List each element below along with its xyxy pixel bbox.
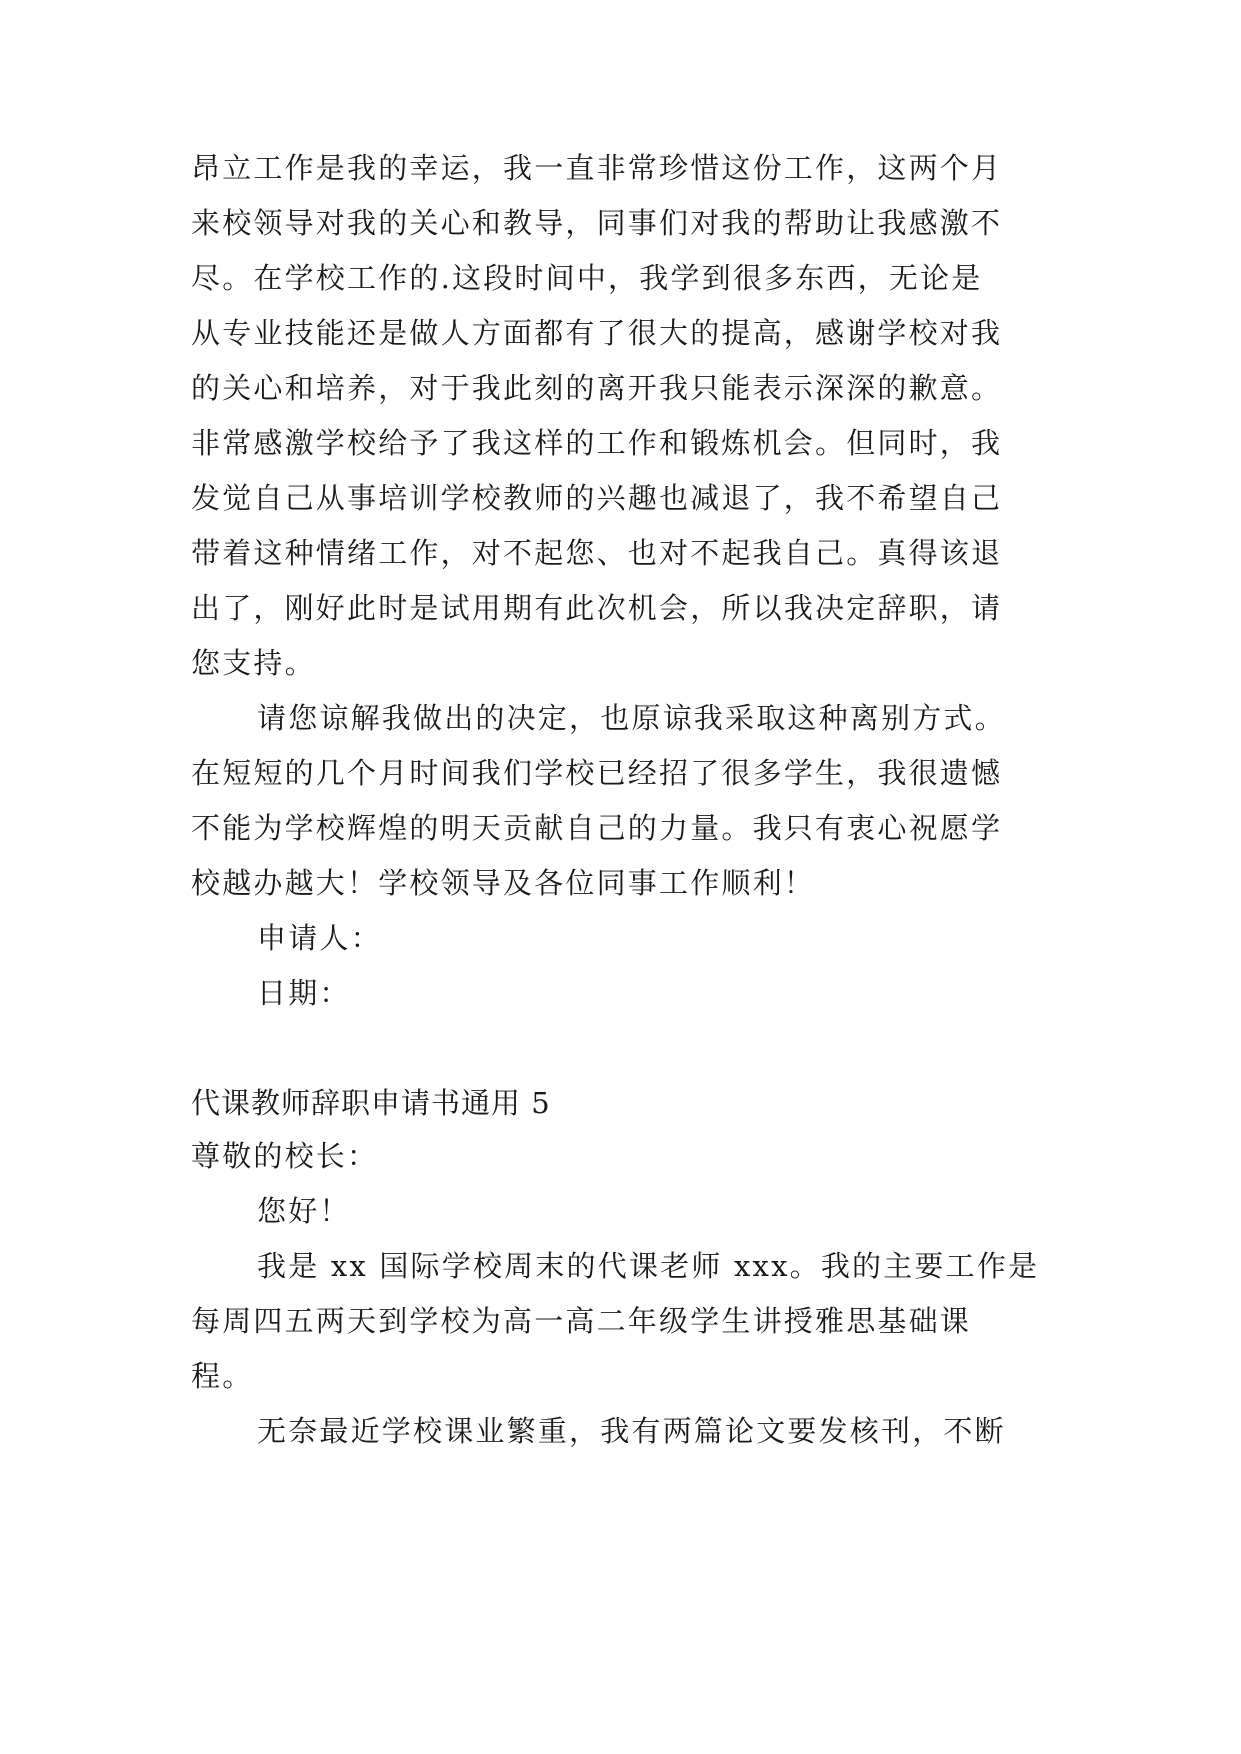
applicant-label: 申请人： [257,921,382,955]
paragraph-line: 我是 xx 国际学校周末的代课老师 xxx。我的主要工作是 [257,1249,1040,1283]
paragraph-line: 校越办越大！学校领导及各位同事工作顺利！ [191,866,816,900]
paragraph-line: 程。 [191,1359,254,1393]
paragraph-line: 不能为学校辉煌的明天贡献自己的力量。我只有衷心祝愿学 [191,811,1003,845]
paragraph-line: 带着这种情绪工作，对不起您、也对不起我自己。真得该退 [191,536,1003,570]
paragraph-line: 的关心和培养，对于我此刻的离开我只能表示深深的歉意。 [191,371,1003,405]
section-title: 代课教师辞职申请书通用 5 [191,1086,551,1120]
paragraph-line: 来校领导对我的关心和教导，同事们对我的帮助让我感激不 [191,206,1003,240]
paragraph-line: 在短短的几个月时间我们学校已经招了很多学生，我很遗憾 [191,756,1003,790]
paragraph-line: 请您谅解我做出的决定，也原谅我采取这种离别方式。 [257,701,1006,735]
paragraph-line: 昂立工作是我的幸运，我一直非常珍惜这份工作，这两个月 [191,151,1003,185]
paragraph-line: 每周四五两天到学校为高一高二年级学生讲授雅思基础课 [191,1304,972,1338]
paragraph-line: 从专业技能还是做人方面都有了很大的提高，感谢学校对我 [191,316,1003,350]
paragraph-line: 出了，刚好此时是试用期有此次机会，所以我决定辞职，请 [191,591,1003,625]
paragraph-line: 非常感激学校给予了我这样的工作和锻炼机会。但同时，我 [191,426,1003,460]
date-label: 日期： [257,976,351,1010]
paragraph-line: 您支持。 [191,646,316,680]
salutation: 尊敬的校长： [191,1139,379,1173]
greeting: 您好！ [257,1194,351,1228]
paragraph-line: 发觉自己从事培训学校教师的兴趣也减退了，我不希望自己 [191,481,1003,515]
paragraph-line: 尽。在学校工作的.这段时间中，我学到很多东西，无论是 [191,261,983,295]
paragraph-line: 无奈最近学校课业繁重，我有两篇论文要发核刊，不断 [257,1414,1006,1448]
